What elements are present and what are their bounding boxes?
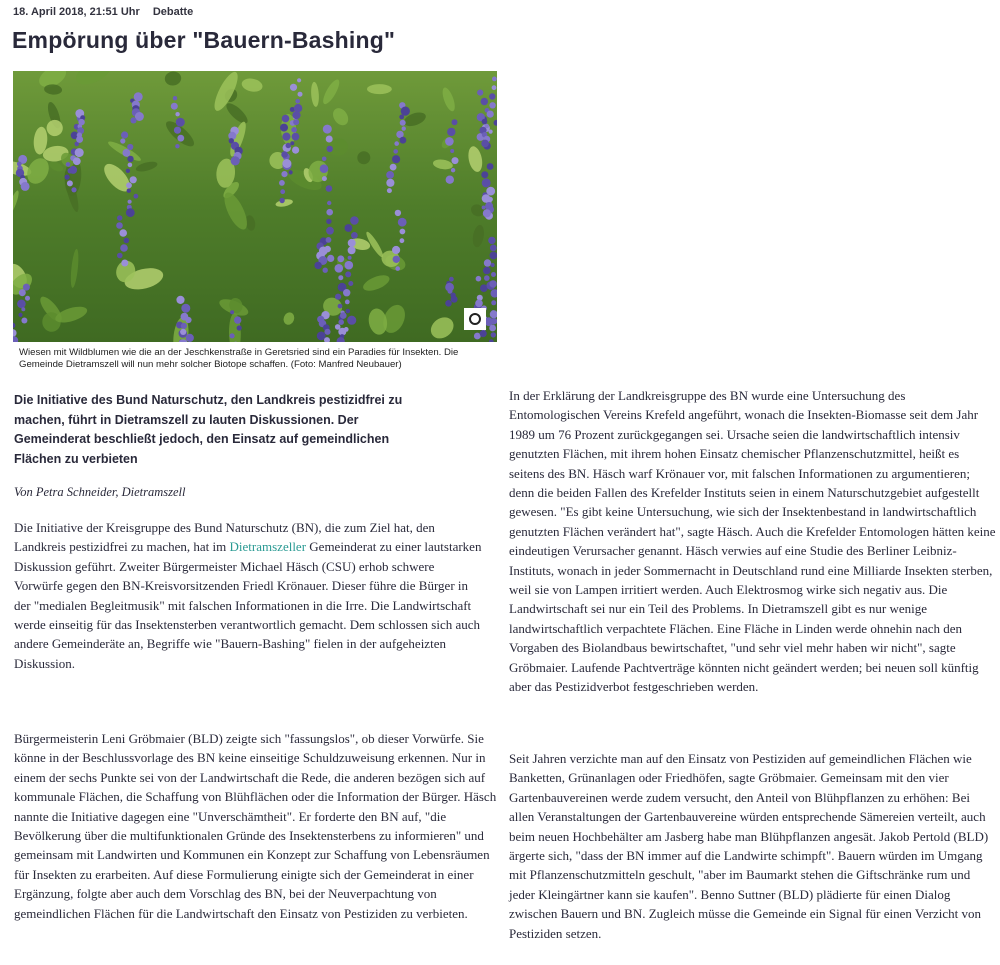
article-photo[interactable] xyxy=(13,71,497,342)
photo-caption: Wiesen mit Wildblumen wie die an der Jeschkenstraße in Geretsried sind ein Paradies für Insekten. Die Gemeinde Dietramszell will nun mehr solcher Biotope schaffen. (Foto: Manfred Neubauer) xyxy=(19,347,459,370)
body-paragraph-3: In der Erklärung der Landkreisgruppe des BN wurde eine Untersuchung des Entomologischen Vereins Krefeld angeführt, wonach die Insekten-Biomasse seit dem Jahr 1989 um 76 Prozent zurückgegangen sei. Ursache seien die landwirtschaftlich intensiv genutzten Flächen, mit ihrem hohen Einsatz chemischer Pflanzenschutzmittel, heißt es seitens des BN. Häsch warf Krönauer vor, mit falschen Informationen zu argumentieren; denn die beiden Fallen des Krefelder Instituts seien in einem Naturschutzgebiet aufgestellt gewesen. "Es gibt keine Untersuchung, wie sich der Insektenbestand in landwirtschaftlich genutzten Flächen verändert hat", sagte Häsch. Auch die Krefelder Entomologen hätten keine eindeutigen Verursacher genannt. Häsch verwies auf eine Studie des Berliner Leibniz-Instituts, wonach in jeder Sommernacht in Deutschland rund eine Milliarde Insekten sterben, weil sie von Lampen irritiert werden. Auch Elektrosmog wirke sich negativ aus. Die Landwirtschaft sei nur ein Teil des Problems. In Dietramszell gibt es nur wenige landwirtschaftlich verpachtete Flächen. Eine Fläche in Linden werde ohnehin nach den Vorgaben des Biolandbaus bewirtschaftet, "und sehr viel mehr haben wir nicht", sagte Gröbmaier. Laufende Pachtverträge könnten nicht geändert werden; bei neuen soll künftig aber das Pestizidverbot festgeschrieben werden. xyxy=(509,388,996,695)
body-paragraph-2: Bürgermeisterin Leni Gröbmaier (BLD) zeigte sich "fassungslos", ob dieser Vorwürfe. Sie könne in der Beschlussvorlage des BN keine einseitige Schuldzuweisung erkennen. Nur in einem der sechs Punkte sei von der Landwirtschaft die Rede, die anderen bezögen sich auf kommunale Flächen, die Schaffung von Blühflächen oder die Information der Bürger. Häsch nannte die Initiative dagegen eine "Unverschämtheit". Er forderte den BN auf, "die Bevölkerung über die multifunktionalen Gründe des Insektensterbens zu informieren" und gemeinsam mit Landwirten und Kommunen ein Konzept zur Schaffung von Lebensräumen für Insekten zu erarbeiten. Auf diese Formulierung einigte sich der Gemeinderat in einer Ergänzung, folgte aber auch dem Vorschlag des BN, bei der Neuverpachtung von gemeindlichen Flächen für die Landwirtschaft den Einsatz von Pestiziden zu verbieten. xyxy=(14,731,497,921)
article-category[interactable]: Debatte xyxy=(152,6,194,18)
article-meta xyxy=(13,6,193,18)
p1-text-end: Gemeinderat zu einer lautstarken Diskussion geführt. Zweiter Bürgermeister Michael Häsch (CSU) erhob schwere Vorwürfe gegen den BN-Kreisvorsitzenden Friedl Krönauer. Dieser führe die Bürger in der "medialen Begleitmusik" mit falschen Informationen in die Irre. Die Landwirtschaft werde einseitig für das Insektensterben verantwortlich gemacht. Dem schlossen sich auch andere Gemeinderäte an, Begriffe wie "Bauern-Bashing" fielen in der aufgeheizten Diskussion. xyxy=(14,539,482,671)
body-paragraph-1 xyxy=(14,518,486,673)
dietramszell-link[interactable]: Dietramszeller xyxy=(229,539,307,555)
article-date: 18. April 2018, 21:51 Uhr xyxy=(13,6,140,18)
p1-text-start: Die Initiative der Kreisgruppe des Bund Naturschutz (BN), die zum Ziel hat, den Landkreis pestizidfrei zu machen, hat im xyxy=(14,520,435,555)
expand-circle-icon xyxy=(469,313,481,325)
article-title: Empörung über "Bauern-Bashing" xyxy=(12,27,396,53)
photo-expand-button[interactable] xyxy=(464,308,486,330)
meadow-flowers-image xyxy=(13,71,497,342)
body-paragraph-4: Seit Jahren verzichte man auf den Einsatz von Pestiziden auf gemeindlichen Flächen wie Banketten, Grünanlagen oder Friedhöfen, sagte Gröbmaier. Gemeinsam mit den vier Gartenbauvereinen werde zudem versucht, den Anteil von Blühpflanzen zu erhöhen: Bei allen Veranstaltungen der Gartenbauvereine würden entsprechende Sämereien verteilt, auch beim neuen Hochbehälter am Jasberg habe man Blühpflanzen angesät. Jakob Pertold (BLD) ärgerte sich, "dass der BN immer auf die Landwirte schimpft". Bauern würden im Umgang mit Pflanzenschutzmitteln geschult, "aber im Baumarkt stehen die Giftschränke rum und jeder Kleingärtner kann sie kaufen". Benno Suttner (BLD) plädierte für einen Dialog zwischen Bauern und BN. Zugleich müsse die Gemeinde ein Signal für einen Verzicht von Pestiziden setzen. xyxy=(509,751,989,941)
article-lead: Die Initiative des Bund Naturschutz, den Landkreis pestizidfrei zu machen, führt in Dietramszell zu lauten Diskussionen. Der Gemeinderat beschließt jedoch, den Einsatz auf gemeindlichen Flächen zu verbieten xyxy=(14,393,403,466)
article-byline: Von Petra Schneider, Dietramszell xyxy=(14,485,186,499)
